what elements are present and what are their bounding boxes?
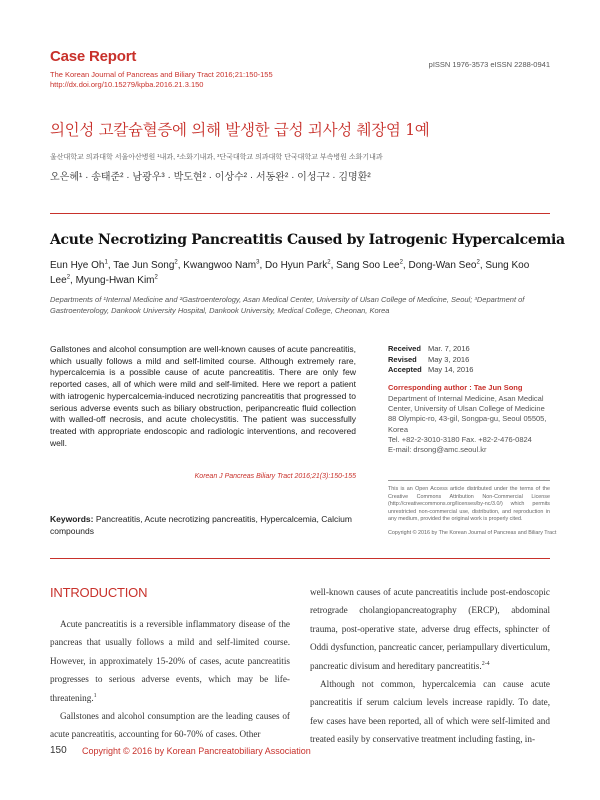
author-affiliation-marker: 3 [256, 259, 260, 266]
address-line: 88 Olympic-ro, 43-gil, Songpa-gu, Seoul 05505, [388, 414, 547, 424]
journal-citation: The Korean Journal of Pancreas and Biliary Tract 2016;21:150-155 [50, 70, 273, 79]
section-heading: INTRODUCTION [50, 585, 148, 600]
author-affiliation-marker: 2 [154, 274, 158, 281]
page-number: 150 [50, 745, 67, 756]
journal-copyright: Copyright © 2016 by The Korean Journal of Pancreas and Biliary Tract [388, 530, 557, 536]
article-dates [388, 344, 473, 376]
issn: pISSN 1976-3573 eISSN 2288-0941 [428, 60, 550, 69]
keywords-text: Pancreatitis, Acute necrotizing pancreatitis, Hypercalcemia, Calcium compounds [50, 514, 352, 536]
footer-copyright: Copyright © 2016 by Korean Pancreatobiliary Association [82, 746, 311, 756]
address-line: Center, University of Ulsan College of Medicine [388, 404, 545, 414]
author-name: Dong-Wan Seo [408, 260, 477, 271]
author-name: Tae Jun Song [113, 260, 175, 271]
korean-authors: 오은혜¹ · 송태준² · 남광우³ · 박도현² · 이상수² · 서동완² · 이성구² · 김명환² [50, 172, 371, 183]
english-affiliation: Departments of ¹Internal Medicine and ²Gastroenterology, Asan Medical Center, University of Ulsan College of Medicine, Seoul; ³Department of Gastroenterology, Dankook University Hospital, Dankook University, Medical College, Cheonan, Korea [50, 295, 525, 315]
author-name: Myung-Hwan Kim [75, 275, 155, 286]
paragraph: Acute pancreatitis is a reversible inflammatory disease of the pancreas that usually follows a mild and self-limited course. However, in approximately 15-20% of cases, acute pancreatitis progresses to serious adverse events, which may be life-threatening.$^1$ [50, 619, 290, 703]
contact-phone-fax: Tel. +82-2-3010-3180 Fax. +82-2-476-0824 [388, 434, 532, 444]
author-affiliation-marker: 1 [104, 259, 108, 266]
body-column-left [50, 615, 290, 744]
author-name: Eun Hye Oh [50, 260, 105, 271]
date-received: Received Mar. 7, 2016 [388, 344, 470, 353]
author-affiliation-marker: 2 [174, 259, 178, 266]
author-affiliation-marker: 2 [66, 274, 71, 281]
paragraph: Although not common, hypercalcemia can cause acute pancreatitis if serum calcium levels increase rapidly. To date, few cases have been reported, all of which were self-limited and treated easily by conservative treatment including fasting, in- [310, 679, 550, 745]
paragraph: well-known causes of acute pancreatitis include post-endoscopic retrograde cholangiopancreatography (ERCP), abdominal trauma, post-operative state, adverse drug effects, sphincter of Oddi dysfunction, pancreatic cancer, periampullary diverticulum, pancreatic divisum and hereditary pancreatitis.$^{2-4}$ [310, 587, 550, 671]
reference-marker: 1 [93, 692, 97, 699]
author-affiliation-marker: 2 [327, 259, 331, 266]
corresponding-author-label: Corresponding author : Tae Jun Song [388, 383, 523, 392]
korean-affiliation: 울산대학교 의과대학 서울아산병원 ¹내과, ²소화기내과, ³단국대학교 의과대학 단국대학교 부속병원 소화기내과 [50, 154, 383, 161]
author-name: Kwangwoo Nam [183, 260, 257, 271]
open-access-notice: This is an Open Access article distributed under the terms of the Creative Commons Attribution Non-Commercial License (http://creativecommons.org/licenses/by-nc/3.0/) which permits unrestricted non-commercial use, distribution, and reproduction in any medium, provided the original work is properly cited. [388, 486, 550, 523]
english-authors: Eun Hye Oh$^1$, Tae Jun Song$^2$, Kwangwoo Nam$^3$, Do Hyun Park$^2$, Sang Soo Lee$^2$, Dong-Wan Seo$^2$, Sung Koo Lee$^2$, Myung-Hwan Kim$^2$ [50, 259, 530, 286]
contact-email[interactable]: E-mail: drsong@amc.seoul.kr [388, 445, 487, 455]
article-type: Case Report [50, 48, 137, 65]
author-affiliation-marker: 2 [399, 259, 403, 266]
paragraph: Gallstones and alcohol consumption are the leading causes of acute pancreatitis, accounting for 60-70% of cases. Other [50, 711, 290, 740]
header-divider [50, 213, 550, 214]
address-line: Korea [388, 424, 409, 434]
english-title: Acute Necrotizing Pancreatitis Caused by Iatrogenic Hypercalcemia [50, 232, 565, 248]
abstract-text: Gallstones and alcohol consumption are well-known causes of acute pancreatitis, which usually follows a mild and self-limited course. Although extremely rare, hypercalcemia is a possible cause of acute pancreatitis. There are only few reported cases, all of which were mild and self-limited. Here we report a patient with iatrogenic hypercalcemia-induced necrotizing pancreatitis that progressed to serious adverse events such as biliary obstruction, peripancreatic fluid collection with walled-off necrosis, and acute cholecystitis. The patient was successfully treated with appropriate endoscopic and radiologic interventions, and recovered well. [50, 344, 356, 448]
corresponding-author-address [388, 394, 553, 455]
open-access-divider [388, 480, 550, 481]
keywords-label: Keywords: [50, 514, 94, 524]
date-accepted: Accepted May 14, 2016 [388, 365, 474, 374]
section-divider [50, 558, 550, 559]
reference-marker: 2-4 [481, 660, 490, 667]
doi-link[interactable]: http://dx.doi.org/10.15279/kpba.2016.21.3.150 [50, 80, 204, 89]
author-affiliation-marker: 2 [476, 259, 480, 266]
author-name: Sang Soo Lee [336, 260, 400, 271]
date-revised: Revised May 3, 2016 [388, 354, 470, 364]
korean-title: 의인성 고칼슘혈증에 의해 발생한 급성 괴사성 췌장염 1예 [50, 121, 430, 139]
keywords [50, 514, 356, 537]
abstract-citation: Korean J Pancreas Biliary Tract 2016;21(3):150-155 [194, 473, 356, 480]
author-name: Do Hyun Park [265, 260, 328, 271]
body-column-right [310, 583, 550, 749]
author-name: Sung Koo Lee [50, 260, 530, 286]
address-line: Department of Internal Medicine, Asan Medical [388, 394, 544, 403]
